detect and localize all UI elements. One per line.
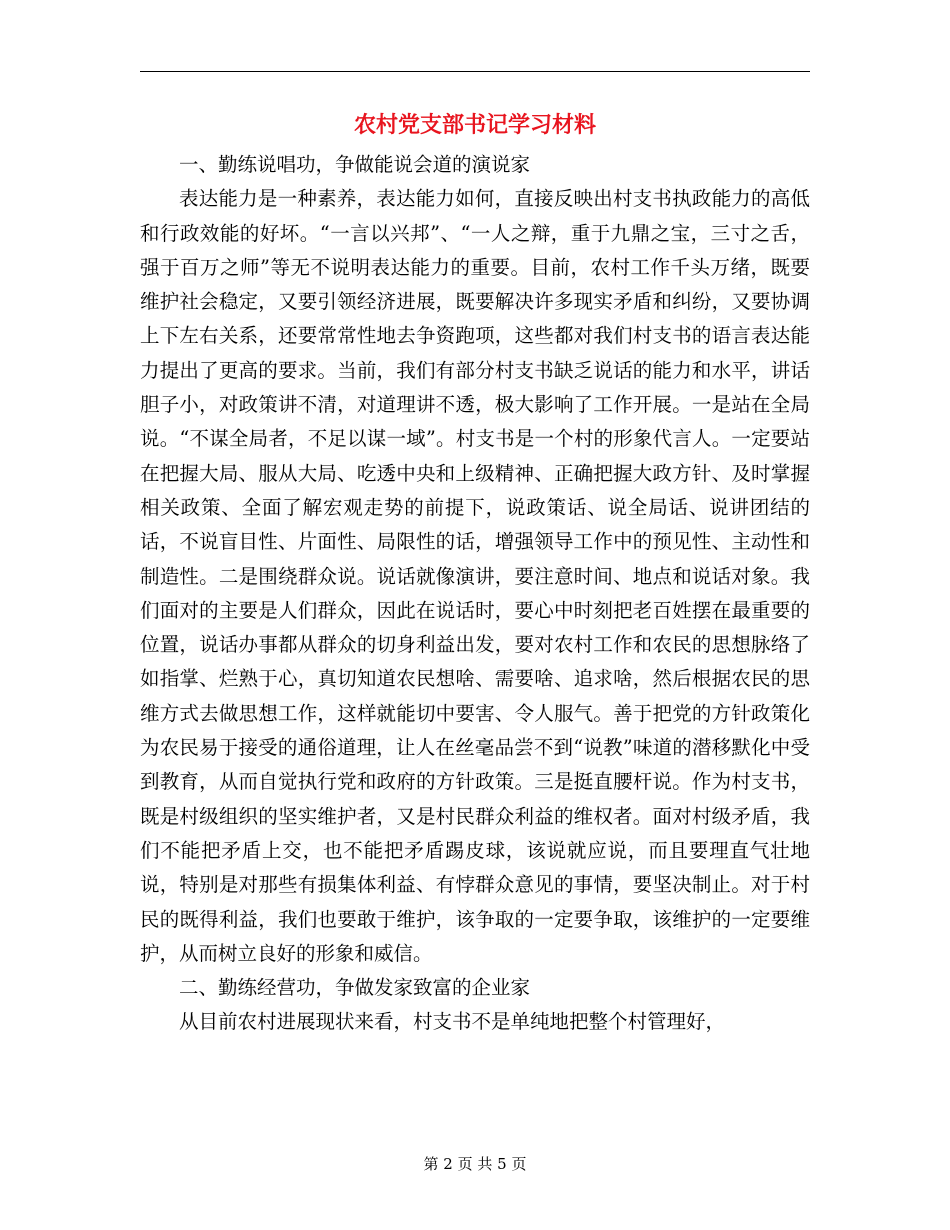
header-rule [140, 71, 810, 72]
section-heading-2: 二、勤练经营功，争做发家致富的企业家 [179, 976, 531, 1000]
document-body [140, 148, 810, 1040]
page-footer [140, 1154, 810, 1174]
body-paragraph-1: 表达能力是一种素养，表达能力如何，直接反映出村支书执政能力的高低和行政效能的好坏。“一言以兴邦”、“一人之辩，重于九鼎之宝，三寸之舌，强于百万之师”等无不说明表达能力的重要。目前，农村工作千头万绪，既要维护社会稳定，又要引领经济进展，既要解决许多现实矛盾和纠纷，又要协调上下左右关系，还要常常性地去争资跑项，这些都对我们村支书的语言表达能力提出了更高的要求。当前，我们有部分村支书缺乏说话的能力和水平，讲话胆子小，对政策讲不清，对道理讲不透，极大影响了工作开展。一是站在全局说。“不谋全局者，不足以谋一域”。村支书是一个村的形象代言人。一定要站在把握大局、服从大局、吃透中央和上级精神、正确把握大政方针、及时掌握相关政策、全面了解宏观走势的前提下，说政策话、说全局话、说讲团结的话，不说盲目性、片面性、局限性的话，增强领导工作中的预见性、主动性和制造性。二是围绕群众说。说话就像演讲，要注意时间、地点和说话对象。我们面对的主要是人们群众，因此在说话时，要心中时刻把老百姓摆在最重要的位置，说话办事都从群众的切身利益出发，要对农村工作和农民的思想脉络了如指掌、烂熟于心，真切知道农民想啥、需要啥、追求啥，然后根据农民的思维方式去做思想工作，这样就能切中要害、令人服气。善于把党的方针政策化为农民易于接受的通俗道理，让人在丝毫品尝不到“说教”味道的潜移默化中受到教育，从而自觉执行党和政府的方针政策。三是挺直腰杆说。作为村支书，既是村级组织的坚实维护者，又是村民群众利益的维权者。面对村级矛盾，我们不能把矛盾上交，也不能把矛盾踢皮球，该说就应说，而且要理直气壮地说，特别是对那些有损集体利益、有悖群众意见的事情，要坚决制止。对于村民的既得利益，我们也要敢于维护，该争取的一定要争取，该维护的一定要维护，从而树立良好的形象和威信。 [140, 187, 810, 965]
section-heading-1: 一、勤练说唱功，争做能说会道的演说家 [179, 153, 531, 176]
page-number-label: 第 2 页 共 5 页 [423, 1155, 527, 1173]
document-title: 农村党支部书记学习材料 [353, 112, 596, 138]
body-paragraph-2: 从目前农村进展现状来看，村支书不是单纯地把整个村管理好， [179, 1010, 726, 1034]
